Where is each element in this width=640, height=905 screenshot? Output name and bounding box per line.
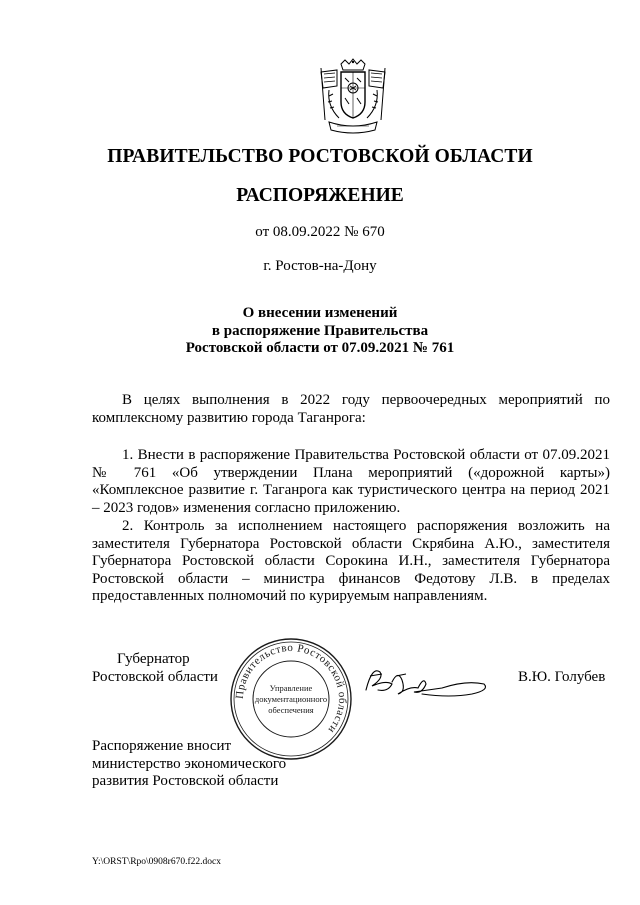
stamp-inner-line: обеспечения [268,705,314,715]
clause-2: 2. Контроль за исполнением настоящего распоряжения возложить на заместителя Губернатора Ростовской области Скрябина А.Ю., заместителя Губернатора Ростовской области Сорокина И.Н., заместителя Губернатора Ростовской области – министра финансов Федотову Л.В. в пределах предоставленных полномочий по курируемым направлениям. [92,518,610,605]
submitter-line: министерство экономического [92,755,287,772]
handwritten-signature [362,662,492,702]
submitter-line: развития Ростовской области [92,773,279,790]
signatory-title-line: Ростовской области [92,669,218,685]
stamp-inner-line: документационного [254,694,328,704]
subject-line: О внесении изменений [242,305,398,321]
clause-1: 1. Внести в распоряжение Правительства Ростовской области от 07.09.2021 № 761 «Об утверждении Плана мероприятий («дорожной карты») «Комплексное развитие г. Таганрога как туристического центра на период 2021 – 2023 годов» изменения согласно приложению. [92,447,610,516]
date-number: от 08.09.2022 № 670 [255,224,385,240]
stamp-outer-text: Правительство Ростовской области [233,641,349,736]
submitter-note [92,738,286,791]
rostov-oblast-coat-of-arms-icon [315,58,391,138]
stamp-inner-line: Управление [269,683,313,693]
city: г. Ростов-на-Дону [263,258,377,274]
signatory-name: В.Ю. Голубев [518,669,606,685]
preamble-paragraph: В целях выполнения в 2022 году первоочередных мероприятий по комплексному развитию города Таганрога: [92,392,610,426]
document-type: РАСПОРЯЖЕНИЕ [236,185,404,206]
signatory-title [92,650,218,686]
government-title: ПРАВИТЕЛЬСТВО РОСТОВСКОЙ ОБЛАСТИ [107,146,533,167]
subject-line: Ростовской области от 07.09.2021 № 761 [185,340,455,356]
subject-line: в распоряжение Правительства [211,322,429,339]
file-path: Y:\ORST\Rpo\0908r670.f22.docx [92,857,221,867]
document-subject [0,305,640,358]
signatory-title-line: Губернатор [117,651,190,667]
submitter-line: Распоряжение вносит [92,738,232,754]
